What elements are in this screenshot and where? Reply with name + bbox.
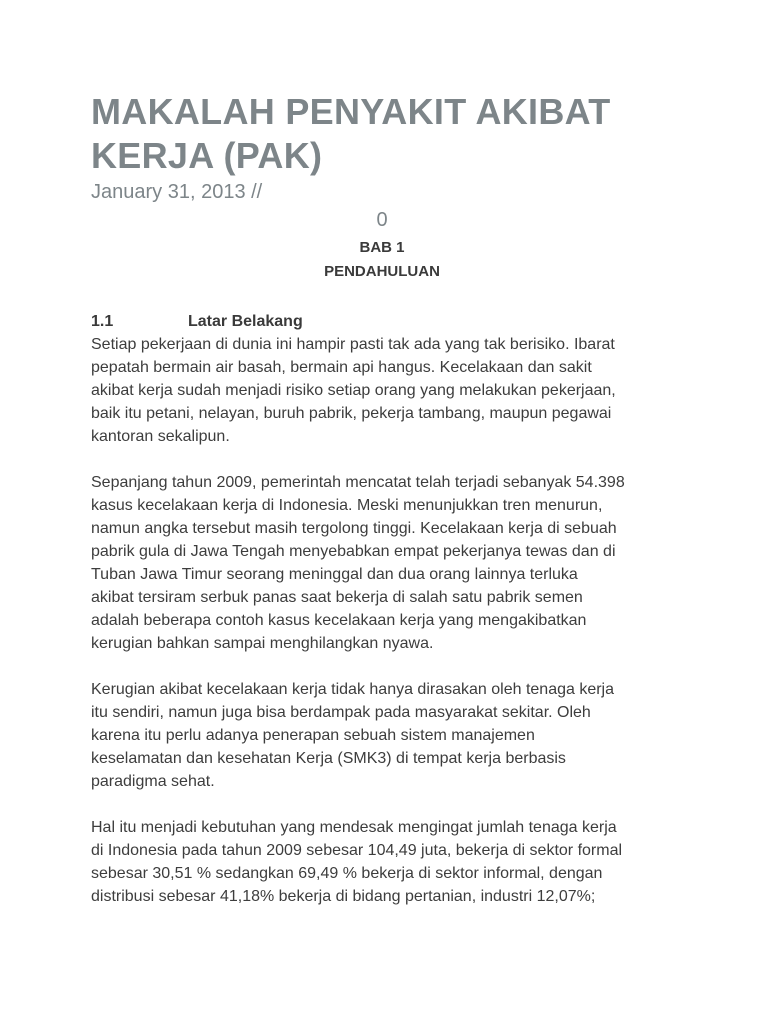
chapter-label: BAB 1 xyxy=(359,239,405,256)
comment-count: 0 xyxy=(376,209,388,231)
paragraph-line: namun angka tersebut masih tergolong tinggi. Kecelakaan kerja di sebuah xyxy=(91,520,617,537)
paragraph-line: kasus kecelakaan kerja di Indonesia. Meski menunjukkan tren menurun, xyxy=(91,497,603,514)
section-heading xyxy=(91,310,691,333)
paragraph-line: kerugian bahkan sampai menghilangkan nyawa. xyxy=(91,635,434,652)
paragraph-line: karena itu perlu adanya penerapan sebuah sistem manajemen xyxy=(91,727,535,744)
post-date: January 31, 2013 // xyxy=(91,181,263,203)
section-title: Latar Belakang xyxy=(188,313,303,330)
paragraph xyxy=(91,333,691,448)
paragraph-line: keselamatan dan kesehatan Kerja (SMK3) di tempat kerja berbasis xyxy=(91,750,566,767)
paragraph-line: Kerugian akibat kecelakaan kerja tidak hanya dirasakan oleh tenaga kerja xyxy=(91,681,615,698)
paragraph-line: Setiap pekerjaan di dunia ini hampir pasti tak ada yang tak berisiko. Ibarat xyxy=(91,336,615,353)
paragraph-line: itu sendiri, namun juga bisa berdampak pada masyarakat sekitar. Oleh xyxy=(91,704,591,721)
paragraph-line: sebesar 30,51 % sedangkan 69,49 % bekerja di sektor informal, dengan xyxy=(91,865,603,882)
paragraph-line: akibat tersiram serbuk panas saat bekerja di salah satu pabrik semen xyxy=(91,589,583,606)
section-number: 1.1 xyxy=(91,313,114,330)
paragraph-line: akibat kerja sudah menjadi risiko setiap orang yang melakukan pekerjaan, xyxy=(91,382,616,399)
document-page xyxy=(91,90,691,931)
paragraph xyxy=(91,471,691,655)
article-title-line-2: KERJA (PAK) xyxy=(91,135,323,176)
chapter-title: PENDAHULUAN xyxy=(324,263,440,280)
paragraph-line: pabrik gula di Jawa Tengah menyebabkan empat pekerjanya tewas dan di xyxy=(91,543,616,560)
paragraph-line: kantoran sekalipun. xyxy=(91,428,230,445)
paragraph-line: Sepanjang tahun 2009, pemerintah mencatat telah terjadi sebanyak 54.398 xyxy=(91,474,625,491)
article-title xyxy=(91,90,691,178)
paragraph xyxy=(91,816,691,908)
paragraph-line: adalah beberapa contoh kasus kecelakaan kerja yang mengakibatkan xyxy=(91,612,587,629)
paragraph-line: baik itu petani, nelayan, buruh pabrik, pekerja tambang, maupun pegawai xyxy=(91,405,612,422)
paragraph-line: Tuban Jawa Timur seorang meninggal dan dua orang lainnya terluka xyxy=(91,566,578,583)
paragraph-line: distribusi sebesar 41,18% bekerja di bidang pertanian, industri 12,07%; xyxy=(91,888,596,905)
article-title-line-1: MAKALAH PENYAKIT AKIBAT xyxy=(91,91,611,132)
paragraph-line: pepatah bermain air basah, bermain api hangus. Kecelakaan dan sakit xyxy=(91,359,592,376)
body-text xyxy=(91,333,691,908)
paragraph-line: di Indonesia pada tahun 2009 sebesar 104,49 juta, bekerja di sektor formal xyxy=(91,842,623,859)
paragraph-line: paradigma sehat. xyxy=(91,773,215,790)
paragraph xyxy=(91,678,691,793)
paragraph-line: Hal itu menjadi kebutuhan yang mendesak mengingat jumlah tenaga kerja xyxy=(91,819,617,836)
